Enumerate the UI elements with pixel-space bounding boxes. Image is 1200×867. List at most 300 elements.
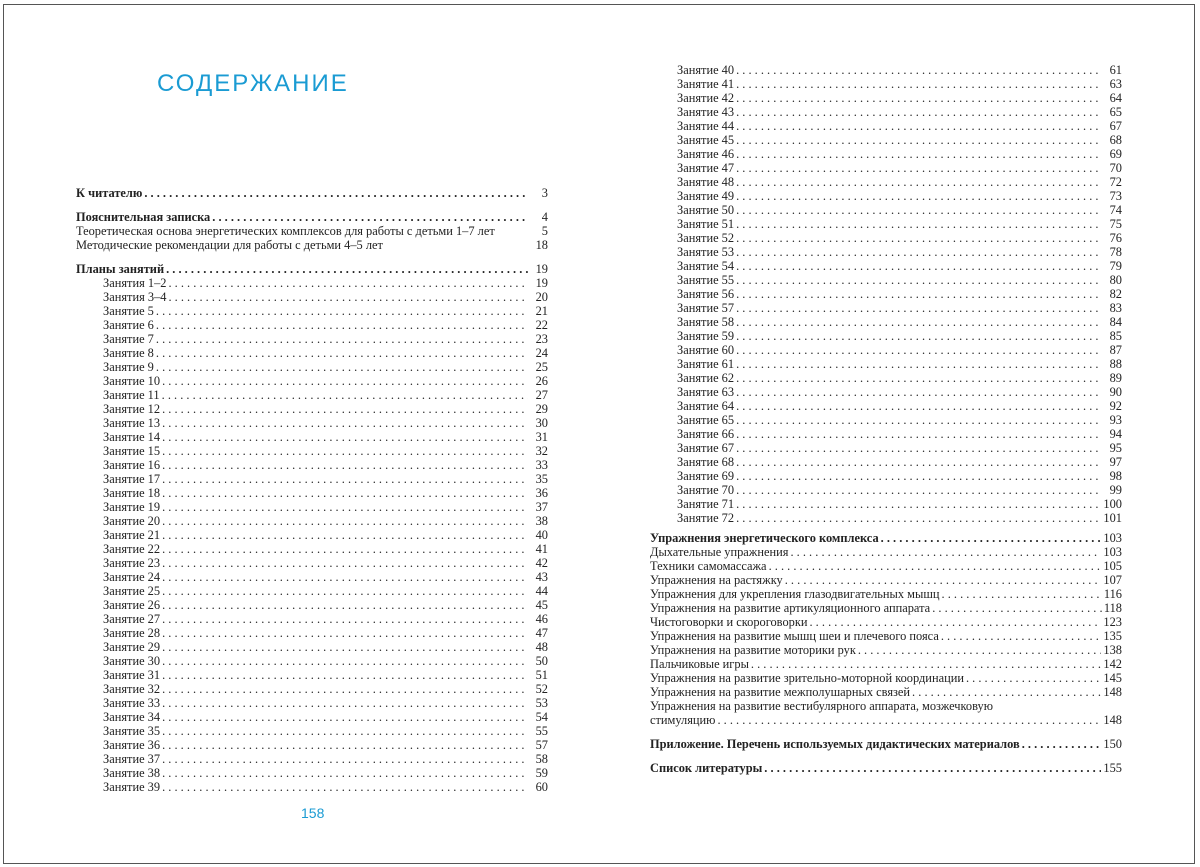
toc-entry-label: Упражнения для укрепления глазодвигательных мышц <box>650 587 940 601</box>
toc-entry-label: Занятие 25 <box>103 584 161 598</box>
toc-entry[interactable] <box>103 780 548 794</box>
toc-entry[interactable] <box>677 301 1122 315</box>
toc-entry-poyasnitelnaya[interactable] <box>76 210 548 224</box>
toc-entry[interactable] <box>677 203 1122 217</box>
leader-dots <box>751 657 1102 671</box>
toc-entry-page: 57 <box>535 738 548 752</box>
toc-entry[interactable] <box>103 416 548 430</box>
toc-entry-page: 148 <box>1103 685 1122 699</box>
toc-entry-page: 53 <box>535 696 548 710</box>
toc-entry[interactable] <box>103 598 548 612</box>
toc-entry-page: 54 <box>535 710 548 724</box>
toc-entry-label: Занятие 69 <box>677 469 735 483</box>
toc-entry-label: Занятие 9 <box>103 360 154 374</box>
toc-entry-page: 3 <box>541 186 548 200</box>
toc-entry-page: 105 <box>1103 559 1122 573</box>
toc-entry-label: Занятие 18 <box>103 486 161 500</box>
leader-dots <box>736 119 1102 133</box>
toc-entry-page: 4 <box>541 210 548 224</box>
toc-entry-page: 87 <box>1109 343 1122 357</box>
toc-entry-page: 21 <box>535 304 548 318</box>
toc-entry[interactable] <box>103 752 548 766</box>
toc-entry-label: Занятие 51 <box>677 217 735 231</box>
leader-dots <box>736 259 1102 273</box>
toc-entry-page: 92 <box>1109 399 1122 413</box>
leader-dots <box>736 385 1102 399</box>
toc-entry[interactable] <box>677 427 1122 441</box>
toc-entry-page: 63 <box>1109 77 1122 91</box>
leader-dots <box>736 231 1102 245</box>
toc-entry-page: 116 <box>1103 587 1122 601</box>
leader-dots <box>162 696 528 710</box>
toc-entry-page: 89 <box>1109 371 1122 385</box>
toc-entry-page: 23 <box>535 332 548 346</box>
toc-entry-label: Занятие 28 <box>103 626 161 640</box>
toc-entry[interactable] <box>103 332 548 346</box>
toc-entry[interactable] <box>677 147 1122 161</box>
toc-entry-page: 40 <box>535 528 548 542</box>
leader-dots <box>162 766 528 780</box>
toc-entry[interactable] <box>103 696 548 710</box>
toc-entry-page: 33 <box>535 458 548 472</box>
toc-entry-label: Упражнения энергетического комплекса <box>650 531 879 545</box>
leader-dots <box>162 458 528 472</box>
toc-entry[interactable] <box>677 217 1122 231</box>
toc-entry[interactable] <box>103 374 548 388</box>
toc-entry[interactable] <box>103 724 548 738</box>
toc-entry-page: 36 <box>535 486 548 500</box>
toc-entry-page: 64 <box>1109 91 1122 105</box>
leader-dots <box>162 388 528 402</box>
toc-entry-page: 95 <box>1109 441 1122 455</box>
toc-entry[interactable] <box>677 357 1122 371</box>
toc-entry-label: Теоретическая основа энергетических комплексов для работы с детьми 1–7 лет <box>76 224 495 238</box>
toc-entry[interactable] <box>677 497 1122 511</box>
toc-entry[interactable] <box>103 346 548 360</box>
toc-entry[interactable] <box>677 245 1122 259</box>
toc-entry-page: 44 <box>535 584 548 598</box>
toc-entry[interactable] <box>650 587 1122 601</box>
toc-entry[interactable] <box>677 273 1122 287</box>
toc-entry-label: Методические рекомендации для работы с детьми 4–5 лет <box>76 238 383 252</box>
toc-entry[interactable] <box>650 643 1122 657</box>
leader-dots <box>736 63 1102 77</box>
leader-dots <box>162 486 528 500</box>
leader-dots <box>736 483 1102 497</box>
toc-entry-label: Занятие 62 <box>677 371 735 385</box>
leader-dots <box>162 682 528 696</box>
toc-entry-label: Занятие 8 <box>103 346 154 360</box>
toc-entry-label: Занятие 44 <box>677 119 735 133</box>
leader-dots <box>162 528 528 542</box>
leader-dots <box>168 276 528 290</box>
leader-dots <box>736 175 1102 189</box>
leader-dots <box>162 402 528 416</box>
leader-dots <box>736 189 1102 203</box>
leader-dots <box>162 570 528 584</box>
toc-entry-label: Занятие 14 <box>103 430 161 444</box>
toc-entry[interactable] <box>677 511 1122 525</box>
toc-entry-label: Занятие 24 <box>103 570 161 584</box>
toc-entry-teoreticheskaya[interactable] <box>76 224 548 238</box>
toc-entry-page: 65 <box>1109 105 1122 119</box>
toc-entry-page: 26 <box>535 374 548 388</box>
toc-entry-page: 68 <box>1109 133 1122 147</box>
toc-entry-page: 47 <box>535 626 548 640</box>
toc-entry[interactable] <box>103 626 548 640</box>
toc-entry-page: 135 <box>1103 629 1122 643</box>
leader-dots <box>736 497 1101 511</box>
leader-dots <box>736 105 1102 119</box>
toc-entry-page: 148 <box>1103 713 1122 727</box>
toc-entry-page: 138 <box>1103 643 1122 657</box>
toc-entry[interactable] <box>677 455 1122 469</box>
toc-entry-label: Упражнения на развитие межполушарных связей <box>650 685 911 699</box>
toc-entry-label: Занятие 52 <box>677 231 735 245</box>
leader-dots <box>156 346 528 360</box>
toc-entry-page: 5 <box>541 224 548 238</box>
toc-entry-page: 83 <box>1109 301 1122 315</box>
toc-entry-prilozhenie[interactable] <box>650 737 1122 751</box>
toc-entry-uprazhneniya[interactable] <box>650 531 1122 545</box>
leader-dots <box>858 643 1102 657</box>
leader-dots <box>736 315 1102 329</box>
toc-entry[interactable] <box>677 343 1122 357</box>
toc-entry-label: Занятие 46 <box>677 147 735 161</box>
toc-entry[interactable] <box>650 615 1122 629</box>
toc-entry-page: 30 <box>535 416 548 430</box>
leader-dots <box>736 91 1102 105</box>
toc-entry[interactable] <box>103 612 548 626</box>
toc-entry[interactable] <box>650 601 1122 615</box>
toc-entry-label: Занятие 47 <box>677 161 735 175</box>
toc-entry[interactable] <box>677 105 1122 119</box>
leader-dots <box>736 203 1102 217</box>
toc-entry-page: 24 <box>535 346 548 360</box>
toc-entry[interactable] <box>650 573 1122 587</box>
toc-entry-label: Занятие 22 <box>103 542 161 556</box>
toc-entry-page: 145 <box>1103 671 1122 685</box>
toc-entry-label: Занятие 61 <box>677 357 735 371</box>
toc-entry[interactable] <box>677 189 1122 203</box>
toc-entry-page: 78 <box>1109 245 1122 259</box>
toc-entry-label: Занятие 68 <box>677 455 735 469</box>
toc-entry-label: Занятие 40 <box>677 63 735 77</box>
toc-entry-page: 29 <box>535 402 548 416</box>
toc-entry[interactable] <box>103 430 548 444</box>
toc-entry-label: Занятие 30 <box>103 654 161 668</box>
leader-dots <box>736 343 1102 357</box>
toc-entry-page: 31 <box>535 430 548 444</box>
leader-dots <box>736 511 1101 525</box>
toc-entry[interactable] <box>677 483 1122 497</box>
toc-entry-page: 107 <box>1103 573 1122 587</box>
toc-entry-label: Занятие 15 <box>103 444 161 458</box>
toc-entry-label: Занятие 33 <box>103 696 161 710</box>
leader-dots <box>162 598 528 612</box>
toc-entry-page: 101 <box>1103 511 1122 525</box>
toc-entry-label: Упражнения на развитие зрительно-моторной координации <box>650 671 964 685</box>
toc-entry[interactable] <box>103 654 548 668</box>
toc-entry[interactable] <box>677 91 1122 105</box>
toc-entry[interactable] <box>103 682 548 696</box>
toc-entry[interactable] <box>650 545 1122 559</box>
lesson-list-right <box>650 63 1122 525</box>
toc-right-column <box>650 63 1122 775</box>
toc-entry[interactable] <box>103 738 548 752</box>
toc-entry-label: Занятие 26 <box>103 598 161 612</box>
toc-entry-label: Занятие 13 <box>103 416 161 430</box>
toc-entry-page: 60 <box>535 780 548 794</box>
toc-left-column <box>76 186 548 794</box>
toc-entry[interactable] <box>677 329 1122 343</box>
toc-entry-label: Занятие 70 <box>677 483 735 497</box>
toc-entry-page: 80 <box>1109 273 1122 287</box>
leader-dots <box>162 430 528 444</box>
toc-entry-label: Занятие 38 <box>103 766 161 780</box>
leader-dots <box>156 318 528 332</box>
toc-entry[interactable] <box>103 276 548 290</box>
toc-entry-page: 118 <box>1103 601 1122 615</box>
toc-entry[interactable] <box>677 469 1122 483</box>
leader-dots <box>912 685 1101 699</box>
leader-dots <box>156 332 528 346</box>
toc-entry[interactable] <box>677 287 1122 301</box>
leader-dots <box>162 752 528 766</box>
toc-entry-page: 75 <box>1109 217 1122 231</box>
toc-entry[interactable] <box>677 133 1122 147</box>
toc-entry-label: Занятие 36 <box>103 738 161 752</box>
toc-entry-label: Занятие 29 <box>103 640 161 654</box>
toc-entry-page: 42 <box>535 556 548 570</box>
toc-entry-page: 99 <box>1109 483 1122 497</box>
toc-entry-label: Занятие 11 <box>103 388 160 402</box>
toc-entry-page: 97 <box>1109 455 1122 469</box>
toc-entry-label: Занятия 3–4 <box>103 290 167 304</box>
leader-dots <box>162 416 528 430</box>
toc-entry-label: Занятие 58 <box>677 315 735 329</box>
toc-entry-label: Список литературы <box>650 761 763 775</box>
toc-entry-label: К читателю <box>76 186 143 200</box>
toc-entry-page: 103 <box>1103 531 1122 545</box>
leader-dots <box>942 587 1102 601</box>
toc-entry[interactable] <box>103 318 548 332</box>
leader-dots <box>156 360 528 374</box>
toc-entry-page: 27 <box>535 388 548 402</box>
toc-entry-page: 20 <box>535 290 548 304</box>
leader-dots <box>162 640 528 654</box>
lesson-list-left <box>76 276 548 794</box>
leader-dots <box>162 556 528 570</box>
leader-dots <box>162 710 528 724</box>
toc-entry[interactable] <box>650 559 1122 573</box>
toc-entry-label: Занятие 45 <box>677 133 735 147</box>
toc-entry-page: 35 <box>535 472 548 486</box>
toc-entry[interactable] <box>650 629 1122 643</box>
toc-entry-label: Занятие 31 <box>103 668 161 682</box>
toc-entry-page: 43 <box>535 570 548 584</box>
leader-dots <box>736 273 1102 287</box>
toc-entry-label: Занятие 7 <box>103 332 154 346</box>
toc-entry[interactable] <box>677 413 1122 427</box>
toc-entry[interactable] <box>103 402 548 416</box>
leader-dots <box>736 455 1102 469</box>
leader-dots <box>162 514 528 528</box>
leader-dots <box>166 262 528 276</box>
toc-entry[interactable] <box>677 175 1122 189</box>
toc-entry-page: 90 <box>1109 385 1122 399</box>
toc-entry-vestibular-line1[interactable]: Упражнения на развитие вестибулярного аппарата, мозжечковую <box>650 699 994 713</box>
toc-entry[interactable] <box>103 360 548 374</box>
leader-dots <box>736 245 1102 259</box>
toc-entry-label: Пальчиковые игры <box>650 657 749 671</box>
toc-entry[interactable] <box>103 304 548 318</box>
toc-entry[interactable] <box>103 458 548 472</box>
leader-dots <box>736 133 1102 147</box>
toc-entry-label: Занятие 27 <box>103 612 161 626</box>
toc-entry-label: Занятие 37 <box>103 752 161 766</box>
leader-dots <box>736 147 1102 161</box>
toc-entry-page: 98 <box>1109 469 1122 483</box>
toc-entry-label: Занятие 10 <box>103 374 161 388</box>
leader-dots <box>168 290 528 304</box>
toc-entry-page: 85 <box>1109 329 1122 343</box>
toc-entry-page: 82 <box>1109 287 1122 301</box>
toc-entry[interactable] <box>103 710 548 724</box>
leader-dots <box>162 374 528 388</box>
toc-entry-page: 51 <box>535 668 548 682</box>
toc-entry[interactable] <box>103 570 548 584</box>
leader-dots <box>736 77 1102 91</box>
toc-entry[interactable] <box>650 685 1122 699</box>
toc-entry-label: Занятие 12 <box>103 402 161 416</box>
toc-entry-label: Планы занятий <box>76 262 165 276</box>
toc-entry-label: Занятие 67 <box>677 441 735 455</box>
leader-dots <box>764 761 1101 775</box>
toc-entry[interactable] <box>677 259 1122 273</box>
toc-entry-page: 46 <box>535 612 548 626</box>
toc-entry[interactable] <box>103 444 548 458</box>
toc-entry[interactable] <box>650 657 1122 671</box>
toc-entry[interactable] <box>103 388 548 402</box>
toc-entry-label: Занятие 17 <box>103 472 161 486</box>
toc-entry-literatura[interactable] <box>650 761 1122 775</box>
leader-dots <box>162 724 528 738</box>
toc-entry-vestibular-line2[interactable] <box>650 713 1122 727</box>
toc-entry[interactable] <box>677 63 1122 77</box>
leader-dots <box>932 601 1102 615</box>
toc-entry-label: Занятие 48 <box>677 175 735 189</box>
toc-entry-label: Занятие 60 <box>677 343 735 357</box>
toc-entry-page: 100 <box>1103 497 1122 511</box>
toc-entry[interactable] <box>103 486 548 500</box>
toc-entry-label: Занятие 56 <box>677 287 735 301</box>
toc-entry-page: 61 <box>1109 63 1122 77</box>
toc-entry[interactable] <box>103 528 548 542</box>
toc-entry-page: 50 <box>535 654 548 668</box>
toc-entry-page: 37 <box>535 500 548 514</box>
toc-entry-page: 19 <box>535 262 548 276</box>
leader-dots <box>736 301 1102 315</box>
leader-dots <box>736 399 1102 413</box>
leader-dots <box>162 584 528 598</box>
leader-dots <box>156 304 528 318</box>
toc-entry[interactable] <box>677 119 1122 133</box>
toc-entry-label: Занятие 71 <box>677 497 735 511</box>
leader-dots <box>162 626 528 640</box>
leader-dots <box>941 629 1102 643</box>
leader-dots <box>162 780 528 794</box>
page-number: 158 <box>301 805 325 821</box>
toc-entry[interactable] <box>103 472 548 486</box>
toc-entry-label: Занятие 42 <box>677 91 735 105</box>
toc-entry[interactable] <box>103 668 548 682</box>
toc-entry[interactable] <box>103 514 548 528</box>
leader-dots <box>717 713 1101 727</box>
toc-entry[interactable] <box>103 290 548 304</box>
toc-entry[interactable] <box>677 371 1122 385</box>
toc-entry-page: 76 <box>1109 231 1122 245</box>
toc-entry-page: 93 <box>1109 413 1122 427</box>
toc-entry-label: Занятия 1–2 <box>103 276 167 290</box>
toc-entry[interactable] <box>103 766 548 780</box>
toc-entry-page: 73 <box>1109 189 1122 203</box>
toc-entry-page: 74 <box>1109 203 1122 217</box>
toc-entry[interactable] <box>677 441 1122 455</box>
leader-dots <box>212 210 528 224</box>
exercise-list <box>650 545 1122 699</box>
leader-dots <box>736 427 1102 441</box>
toc-entry[interactable] <box>677 385 1122 399</box>
toc-entry-label: Занятие 20 <box>103 514 161 528</box>
leader-dots <box>162 738 528 752</box>
toc-entry-k-chitatelyu[interactable] <box>76 186 548 200</box>
toc-entry-label: Занятие 5 <box>103 304 154 318</box>
toc-entry-label: Упражнения на развитие мышц шеи и плечевого пояса <box>650 629 939 643</box>
toc-entry[interactable] <box>677 315 1122 329</box>
leader-dots <box>1022 737 1102 751</box>
toc-entry[interactable] <box>103 556 548 570</box>
toc-entry[interactable] <box>103 500 548 514</box>
leader-dots <box>736 371 1102 385</box>
toc-entry[interactable] <box>677 77 1122 91</box>
leader-dots <box>881 531 1102 545</box>
toc-entry-label: Занятие 65 <box>677 413 735 427</box>
toc-entry-label: стимуляцию <box>650 713 716 727</box>
toc-entry[interactable] <box>677 161 1122 175</box>
toc-entry-label: Занятие 50 <box>677 203 735 217</box>
toc-entry-label: Дыхательные упражнения <box>650 545 789 559</box>
toc-entry[interactable] <box>103 584 548 598</box>
toc-entry-label: Занятие 64 <box>677 399 735 413</box>
toc-entry-page: 18 <box>535 238 548 252</box>
toc-entry-label: Занятие 57 <box>677 301 735 315</box>
toc-entry[interactable] <box>677 399 1122 413</box>
leader-dots <box>809 615 1101 629</box>
toc-entry-page: 123 <box>1103 615 1122 629</box>
leader-dots <box>162 668 528 682</box>
toc-entry[interactable] <box>103 640 548 654</box>
toc-entry-metodicheskie[interactable] <box>76 238 548 252</box>
toc-entry-plany[interactable] <box>76 262 548 276</box>
toc-entry[interactable] <box>103 542 548 556</box>
leader-dots <box>769 559 1102 573</box>
toc-entry-page: 25 <box>535 360 548 374</box>
toc-entry-label: Упражнения на развитие артикуляционного аппарата <box>650 601 931 615</box>
toc-entry-page: 59 <box>535 766 548 780</box>
toc-entry[interactable] <box>677 231 1122 245</box>
toc-entry[interactable] <box>650 671 1122 685</box>
